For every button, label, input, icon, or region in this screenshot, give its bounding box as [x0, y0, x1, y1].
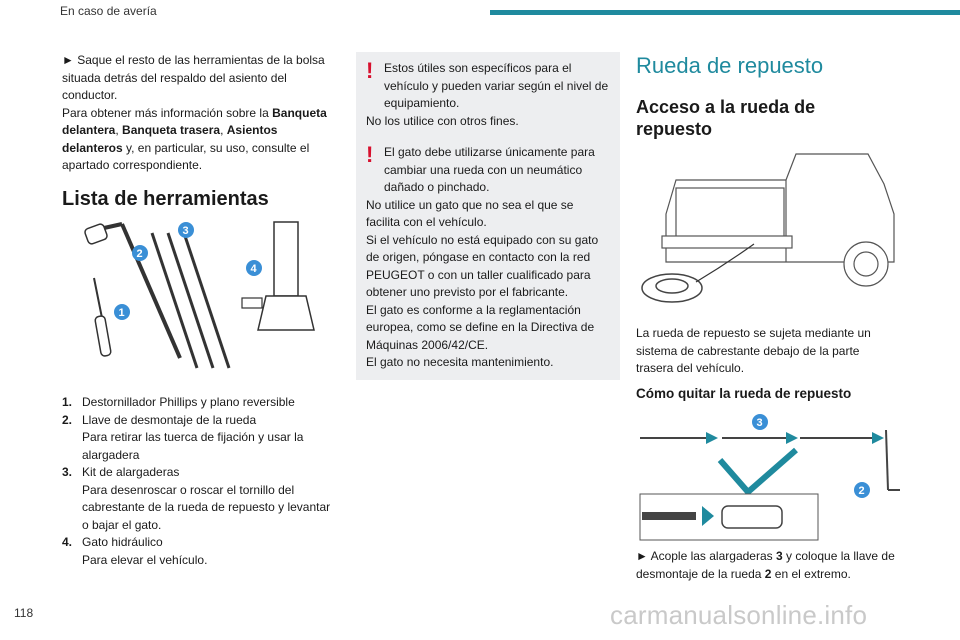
warning-icon: ! — [366, 142, 374, 167]
warning-text: El gato debe utilizarse únicamente para cambiar una rueda con un neumático dañado o pinchado. — [384, 145, 595, 194]
tool-name: Destornillador Phillips y plano reversible — [82, 395, 295, 409]
watermark: carmanualsonline.info — [610, 600, 868, 630]
running-header: En caso de avería — [60, 4, 157, 18]
badge-4 — [246, 260, 262, 276]
tool-item: 4. Gato hidráulico Para elevar el vehículo. — [62, 535, 208, 567]
extensions-icon — [152, 233, 229, 368]
badge-2-text: 2 — [858, 485, 865, 497]
badge-2 — [132, 245, 148, 261]
wheel-wrench-icon — [886, 430, 900, 490]
warning-text: Si el vehículo no está equipado con su gato de origen, póngase en contacto con la red PEUGEOT o con un taller cualificado para obtener uno previsto por el fabricante. — [366, 232, 599, 299]
ref-number: 2 — [764, 566, 772, 581]
badge-2-text: 2 — [136, 248, 143, 260]
warning-box — [356, 52, 620, 138]
screwdriver-icon — [94, 278, 111, 357]
tool-name: Gato hidráulico — [82, 535, 163, 549]
badge-1-text: 1 — [118, 307, 125, 319]
tool-item: 2. Llave de desmontaje de la rueda Para retirar las tuerca de fijación y usar la alargadera — [62, 412, 304, 462]
intro-line3: y, en particular, su uso, consulte el apartado correspondiente. — [62, 140, 310, 172]
warning-text: No los utilice con otros fines. — [366, 113, 519, 128]
header-accent-bar — [490, 10, 960, 15]
warning-text: No utilice un gato que no sea el que se facilita con el vehículo. — [366, 197, 574, 229]
intro-line1: Saque el resto de las herramientas de la bolsa situada detrás del respaldo del asiento del conductor. — [62, 53, 325, 102]
warning-icon: ! — [366, 58, 374, 83]
column-tools — [62, 52, 332, 569]
tool-desc: Para retirar las tuerca de fijación y usar la alargadera — [82, 430, 304, 462]
tools-illustration — [82, 218, 322, 378]
section-title: Rueda de repuesto — [636, 53, 824, 78]
badge-4-text: 4 — [250, 263, 257, 275]
badge-3 — [178, 222, 194, 238]
intro-line2: Para obtener más información sobre la — [62, 105, 269, 120]
ref-banqueta-delantera: Banqueta delantera — [62, 105, 327, 137]
tool-list — [62, 394, 332, 569]
intro-reference — [62, 105, 332, 175]
remove-heading: Cómo quitar la rueda de repuesto — [636, 386, 852, 401]
tools-heading: Lista de herramientas — [62, 187, 269, 210]
tool-name: Kit de alargaderas — [82, 465, 180, 479]
tool-desc: Para desenroscar o roscar el tornillo del cabrestante de la rueda de repuesto y levantar o bajar el gato. — [82, 482, 331, 532]
tool-name: Llave de desmontaje de la rueda — [82, 412, 257, 427]
tool-item: 3. Kit de alargaderas Para desenroscar o roscar el tornillo del cabrestante de la rueda de repuesto y levantar o bajar el gato. — [62, 465, 331, 532]
badge-3 — [752, 414, 768, 430]
page-number: 118 — [14, 606, 34, 620]
intro-paragraph — [62, 52, 332, 105]
step-paragraph: ► Acople las alargaderas 3 y coloque la llave de desmontaje de la rueda 2 en el extremo. — [636, 549, 895, 581]
warning-text: Estos útiles son específicos para el vehículo y pueden variar según el nivel de equipamiento. — [384, 61, 609, 110]
access-heading: Acceso a la rueda de repuesto — [636, 97, 816, 139]
pickup-truck-icon — [662, 154, 894, 286]
sep: , — [220, 123, 224, 137]
badge-2 — [854, 482, 870, 498]
bullet-arrow: ► — [62, 53, 74, 67]
ref-asientos-delanteros: Asientos delanteros — [62, 123, 278, 155]
zoom-pointer — [720, 450, 796, 492]
ref-number: 3 — [775, 549, 783, 563]
badge-3-text: 3 — [756, 417, 763, 429]
vehicle-rear-illustration — [636, 144, 900, 312]
warning-text: El gato no necesita mantenimiento. — [366, 355, 554, 369]
access-text: La rueda de repuesto se sujeta mediante un sistema de cabrestante debajo de la parte trasera del vehículo. — [636, 326, 871, 375]
jack-icon — [242, 222, 314, 330]
bullet-arrow: ► — [636, 549, 648, 563]
warning-text: El gato es conforme a la reglamentación europea, como se define en la Directiva de Máquinas 2006/42/CE. — [366, 302, 595, 352]
spare-wheel-icon — [642, 274, 702, 302]
ref-banqueta-trasera: Banqueta trasera — [122, 123, 221, 137]
warning-box — [356, 136, 620, 380]
sep: , — [115, 123, 123, 137]
tool-desc: Para elevar el vehículo. — [82, 552, 208, 567]
winch-extension-diagram — [636, 410, 900, 544]
badge-1 — [114, 304, 130, 320]
tool-item: 1. Destornillador Phillips y plano reversible — [62, 394, 332, 412]
detail-sleeve — [722, 506, 782, 528]
badge-3-text: 3 — [182, 225, 189, 237]
